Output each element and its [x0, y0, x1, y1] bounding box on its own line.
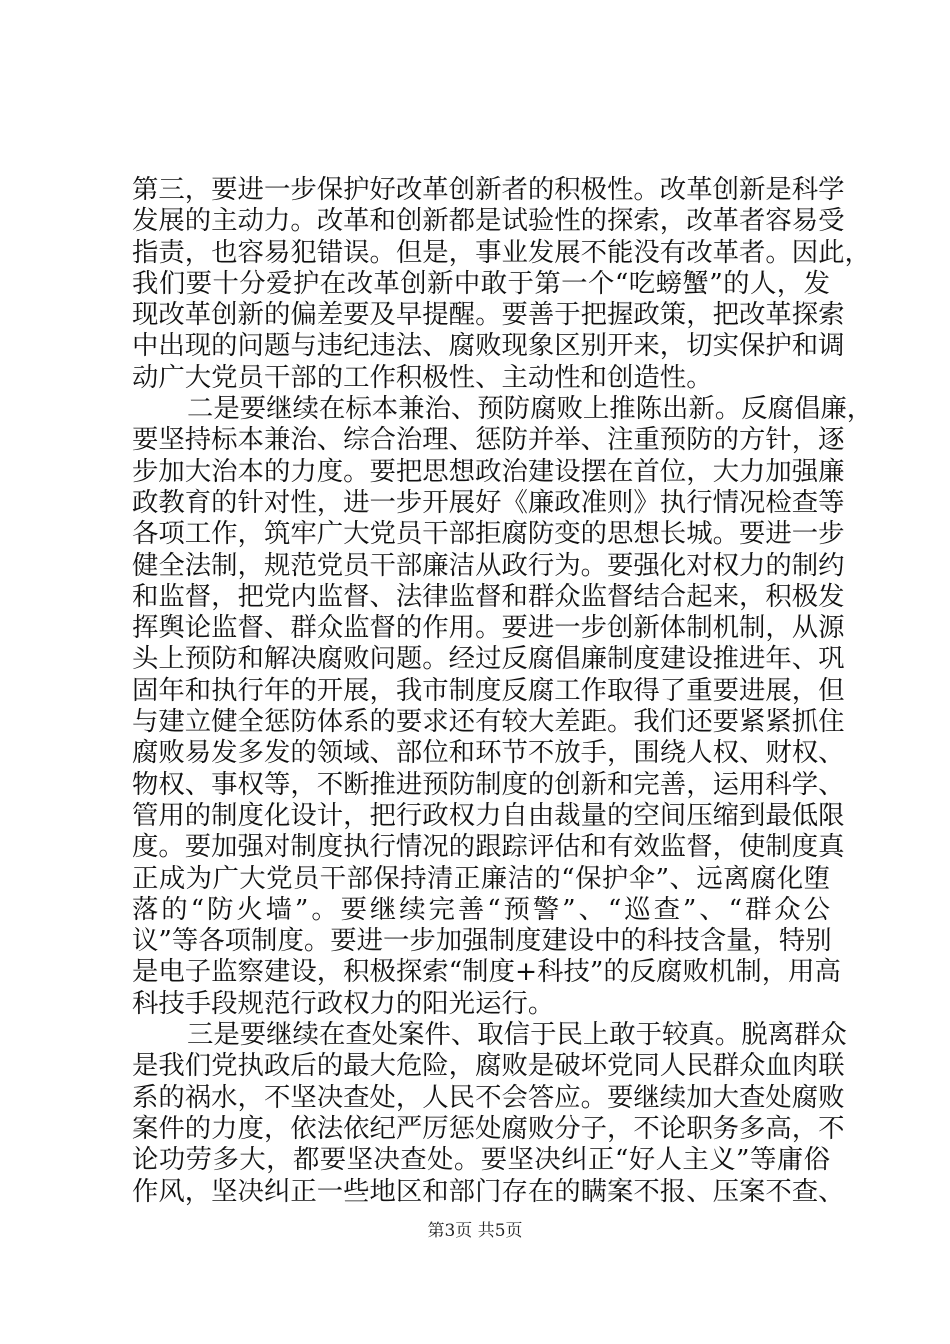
text-line: 案件的力度，依法依纪严厉惩处腐败分子，不论职务多高，不: [132, 1112, 845, 1144]
paragraph-1: [132, 174, 871, 393]
text-line: 正成为广大党员干部保持清正廉洁的“保护伞”、远离腐化堕: [132, 862, 830, 894]
text-line: 指责，也容易犯错误。但是，事业发展不能没有改革者。因此，: [132, 236, 871, 268]
text-line: 落的“防火墙”。要继续完善“预警”、“巡查”、“群众公: [132, 893, 830, 925]
text-line: 挥舆论监督、群众监督的作用。要进一步创新体制机制，从源: [132, 612, 845, 644]
text-line: 步加大治本的力度。要把思想政治建设摆在首位，大力加强廉: [132, 455, 845, 487]
paragraph-3: [132, 1019, 847, 1207]
text-line: 议”等各项制度。要进一步加强制度建设中的科技含量，特别: [132, 925, 832, 957]
page-number-label: 第3页 共5页: [427, 1221, 523, 1241]
text-line: 物权、事权等，不断推进预防制度的创新和完善，运用科学、: [132, 768, 845, 800]
text-line: 政教育的针对性，进一步开展好《廉政准则》执行情况检查等: [132, 486, 845, 518]
text-line: 各项工作，筑牢广大党员干部拒腐防变的思想长城。要进一步: [132, 518, 845, 550]
text-line: 与建立健全惩防体系的要求还有较大差距。我们还要紧紧抓住: [132, 706, 845, 738]
text-line: 科技手段规范行政权力的阳光运行。: [132, 987, 555, 1019]
text-line: 是电子监察建设，积极探索“制度+科技”的反腐败机制，用高: [132, 956, 841, 988]
text-line: 动广大党员干部的工作积极性、主动性和创造性。: [132, 361, 713, 393]
page-footer: [0, 1216, 950, 1241]
text-line: 作风，坚决纠正一些地区和部门存在的瞒案不报、压案不查、: [132, 1175, 845, 1207]
text-line: 固年和执行年的开展，我市制度反腐工作取得了重要进展，但: [132, 674, 845, 706]
paragraph-2: [132, 393, 874, 1019]
text-line: 要坚持标本兼治、综合治理、惩防并举、注重预防的方针，逐: [132, 424, 845, 456]
text-line: 健全法制，规范党员干部廉洁从政行为。要强化对权力的制约: [132, 549, 845, 581]
text-line: 二是要继续在标本兼治、预防腐败上推陈出新。反腐倡廉，: [187, 393, 874, 425]
text-line: 是我们党执政后的最大危险，腐败是破坏党同人民群众血肉联: [132, 1050, 845, 1082]
text-line: 现改革创新的偏差要及早提醒。要善于把握政策，把改革探索: [132, 299, 845, 331]
text-line: 中出现的问题与违纪违法、腐败现象区别开来，切实保护和调: [132, 330, 845, 362]
text-line: 三是要继续在查处案件、取信于民上敢于较真。脱离群众: [187, 1019, 847, 1051]
text-line: 我们要十分爱护在改革创新中敢于第一个“吃螃蟹”的人，发: [132, 267, 830, 299]
text-line: 第三，要进一步保护好改革创新者的积极性。改革创新是科学: [132, 174, 845, 205]
body-text: [132, 174, 874, 1207]
text-line: 头上预防和解决腐败问题。经过反腐倡廉制度建设推进年、巩: [132, 643, 845, 675]
text-line: 度。要加强对制度执行情况的跟踪评估和有效监督，使制度真: [132, 831, 845, 863]
text-line: 论功劳多大，都要坚决查处。要坚决纠正“好人主义”等庸俗: [132, 1144, 830, 1176]
text-line: 发展的主动力。改革和创新都是试验性的探索，改革者容易受: [132, 205, 845, 237]
text-line: 系的祸水，不坚决查处，人民不会答应。要继续加大查处腐败: [132, 1081, 845, 1113]
text-line: 管用的制度化设计，把行政权力自由裁量的空间压缩到最低限: [132, 799, 845, 831]
text-line: 和监督，把党内监督、法律监督和群众监督结合起来，积极发: [132, 580, 845, 612]
text-line: 腐败易发多发的领域、部位和环节不放手，围绕人权、财权、: [132, 737, 845, 769]
